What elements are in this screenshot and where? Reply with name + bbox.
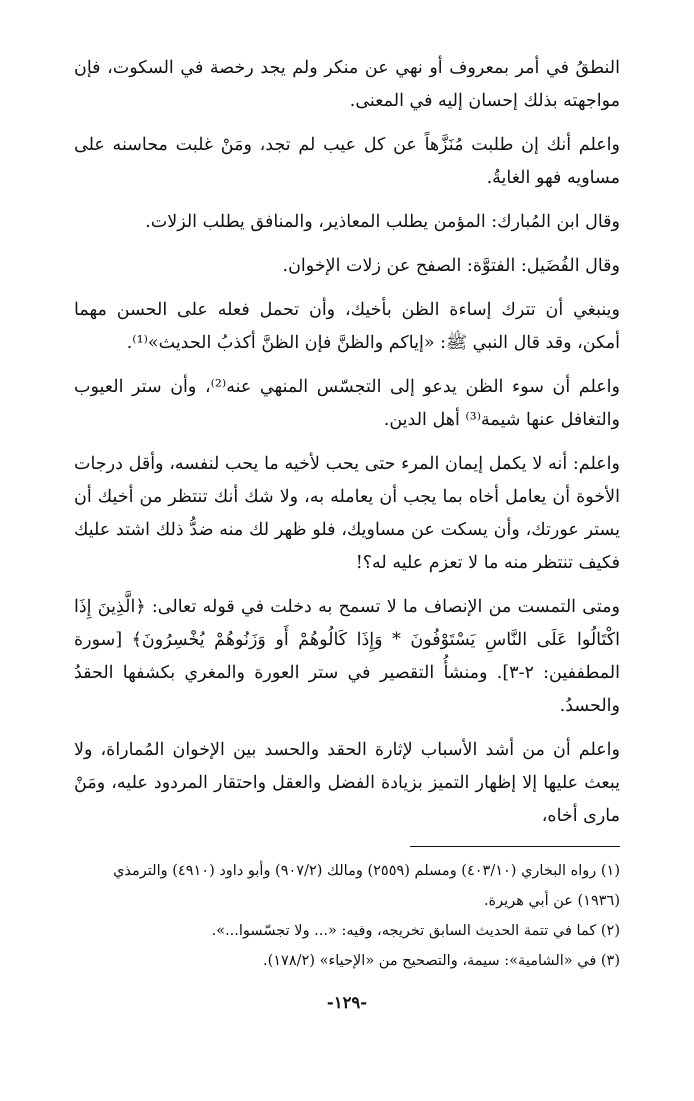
main-text [74, 52, 620, 833]
footnote-2: (٢) كما في تتمة الحديث السابق تخريجه، وفيه: «... ولا تجسّسوا...». [211, 923, 620, 939]
page-number: -١٢٩- [326, 993, 368, 1012]
paragraph: النطقُ في أمر بمعروف أو نهي عن منكر ولم يجد رخصة في السكوت، فإن مواجهته بذلك إحسان إليه في المعنى. [74, 58, 620, 111]
paragraph: وينبغي أن تترك إساءة الظن بأخيك، وأن تحمل فعله على الحسن مهما أمكن، وقد قال النبي ﷺ: «إياكم والظنَّ فإن الظنَّ أكذبُ الحديث»⁽¹⁾. [74, 300, 620, 353]
paragraph: واعلم أن سوء الظن يدعو إلى التجسّس المنهي عنه⁽²⁾، وأن ستر العيوب والتغافل عنها شيمة⁽³⁾ أهل الدين. [74, 377, 620, 430]
footnote-1: (١) رواه البخاري (٤٠٣/١٠) ومسلم (٢٥٥٩) ومالك (٩٠٧/٢) وأبو داود (٤٩١٠) والترمذي (١٩٣٦) عن أبي هريرة. [113, 863, 620, 909]
footnotes [74, 856, 620, 976]
paragraph: واعلم: أنه لا يكمل إيمان المرء حتى يحب لأخيه ما يحب لنفسه، وأقل درجات الأخوة أن يعامل أخاه بما يجب أن يعامله به، ولا شك أنك تنتظر من أخيك أن يستر عورتك، وأن يسكت عن مساويك، فلو ظهر لك منه ضدُّ ذلك اشتد عليك فكيف تنتظر منه ما لا تعزم عليه له؟! [74, 454, 620, 573]
paragraph: وقال ابن المُبارك: المؤمن يطلب المعاذير، والمنافق يطلب الزلات. [145, 212, 620, 232]
footnote-3: (٣) في «الشامية»: سيمة، والتصحيح من «الإحياء» (١٧٨/٢). [262, 953, 620, 969]
footnote-divider [410, 846, 620, 847]
paragraph: واعلم أنك إن طلبت مُنَزَّهاً عن كل عيب لم تجد، ومَنْ غلبت محاسنه على مساويه فهو الغايةُ. [74, 135, 620, 188]
paragraph: وقال الفُضَيل: الفتوَّة: الصفح عن زلات الإخوان. [282, 256, 620, 276]
paragraph: واعلم أن من أشد الأسباب لإثارة الحقد والحسد بين الإخوان المُماراة، ولا يبعث عليها إلا إظهار التميز بزيادة الفضل والعقل واحتقار المردود عليه، ومَنْ مارى أخاه، [74, 740, 620, 826]
paragraph: ومتى التمست من الإنصاف ما لا تسمح به دخلت في قوله تعالى: ﴿الَّذِينَ إِذَا اكْتَالُوا عَلَى النَّاسِ يَسْتَوْفُونَ * وَإِذَا كَالُوهُمْ أَو وَزَنُوهُمْ يُخْسِرُونَ﴾ [سورة المطففين: ٢-٣]. ومنشأُ التقصير في ستر العورة والمغري بكشفها الحقدُ والحسدُ. [74, 597, 621, 716]
